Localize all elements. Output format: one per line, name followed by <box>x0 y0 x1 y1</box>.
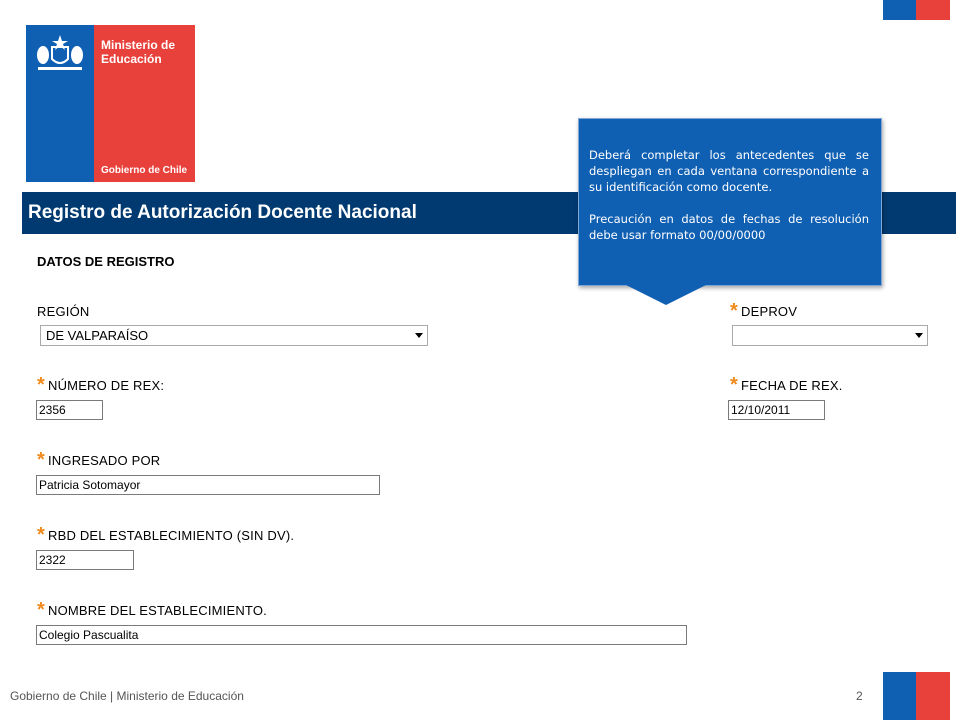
rbd-label <box>37 524 295 546</box>
rbd-label-text: RBD DEL ESTABLECIMIENTO (SIN DV). <box>47 528 295 543</box>
rex-number-label-text: NÚMERO DE REX: <box>47 378 165 393</box>
required-star-icon: * <box>730 300 738 322</box>
rex-date-input[interactable]: 12/10/2011 <box>728 400 825 420</box>
footer-text: Gobierno de Chile | Ministerio de Educación <box>10 689 244 703</box>
deprov-label <box>730 300 798 322</box>
required-star-icon: * <box>37 599 45 621</box>
required-star-icon: * <box>37 524 45 546</box>
school-name-input[interactable]: Colegio Pascualita <box>36 625 687 645</box>
tooltip-text-1: Deberá completar los antecedentes que se despliegan en cada ventana correspondiente a su identificación como docente. <box>589 148 869 194</box>
tooltip-text-2: Precaución en datos de fechas de resolución debe usar formato 00/00/0000 <box>589 212 869 242</box>
school-name-label-text: NOMBRE DEL ESTABLECIMIENTO. <box>47 603 267 618</box>
ministry-name-line1: Ministerio de <box>101 38 176 52</box>
tooltip-pointer <box>626 285 706 305</box>
deprov-label-text: DEPROV <box>740 304 798 319</box>
required-star-icon: * <box>37 374 45 396</box>
flag-blue-stripe <box>883 672 916 720</box>
region-select-value: DE VALPARAÍSO <box>46 328 149 343</box>
region-select[interactable] <box>40 325 428 346</box>
flag-blue-stripe <box>883 0 916 20</box>
flag-red-stripe <box>916 672 950 720</box>
required-star-icon: * <box>37 449 45 471</box>
entered-by-label <box>37 449 161 471</box>
logo-red-panel <box>94 25 195 182</box>
coat-of-arms-icon <box>34 33 86 73</box>
chevron-down-icon[interactable] <box>415 333 423 338</box>
page-number: 2 <box>856 689 863 703</box>
flag-red-stripe <box>916 0 950 20</box>
ministry-logo <box>26 25 195 182</box>
entered-by-input[interactable]: Patricia Sotomayor <box>36 475 380 495</box>
rbd-input[interactable]: 2322 <box>36 550 134 570</box>
page-title: Registro de Autorización Docente Nacional <box>22 192 956 234</box>
deprov-select[interactable] <box>732 325 928 346</box>
flag-bar-top <box>883 0 950 20</box>
region-label <box>37 304 89 319</box>
ministry-name <box>101 38 175 66</box>
rex-date-label <box>730 374 843 396</box>
flag-bar-bottom <box>883 672 950 720</box>
region-label-text: REGIÓN <box>37 304 90 319</box>
entered-by-label-text: INGRESADO POR <box>47 453 161 468</box>
rex-number-label <box>37 374 165 396</box>
rex-number-input[interactable]: 2356 <box>36 400 103 420</box>
chevron-down-icon[interactable] <box>915 333 923 338</box>
ministry-name-line2: Educación <box>101 52 162 66</box>
government-name: Gobierno de Chile <box>101 165 188 176</box>
logo-blue-panel <box>26 25 94 182</box>
school-name-label <box>37 599 267 621</box>
section-title: DATOS DE REGISTRO <box>37 254 175 269</box>
rex-date-label-text: FECHA DE REX. <box>740 378 843 393</box>
help-tooltip <box>578 118 882 286</box>
required-star-icon: * <box>730 374 738 396</box>
